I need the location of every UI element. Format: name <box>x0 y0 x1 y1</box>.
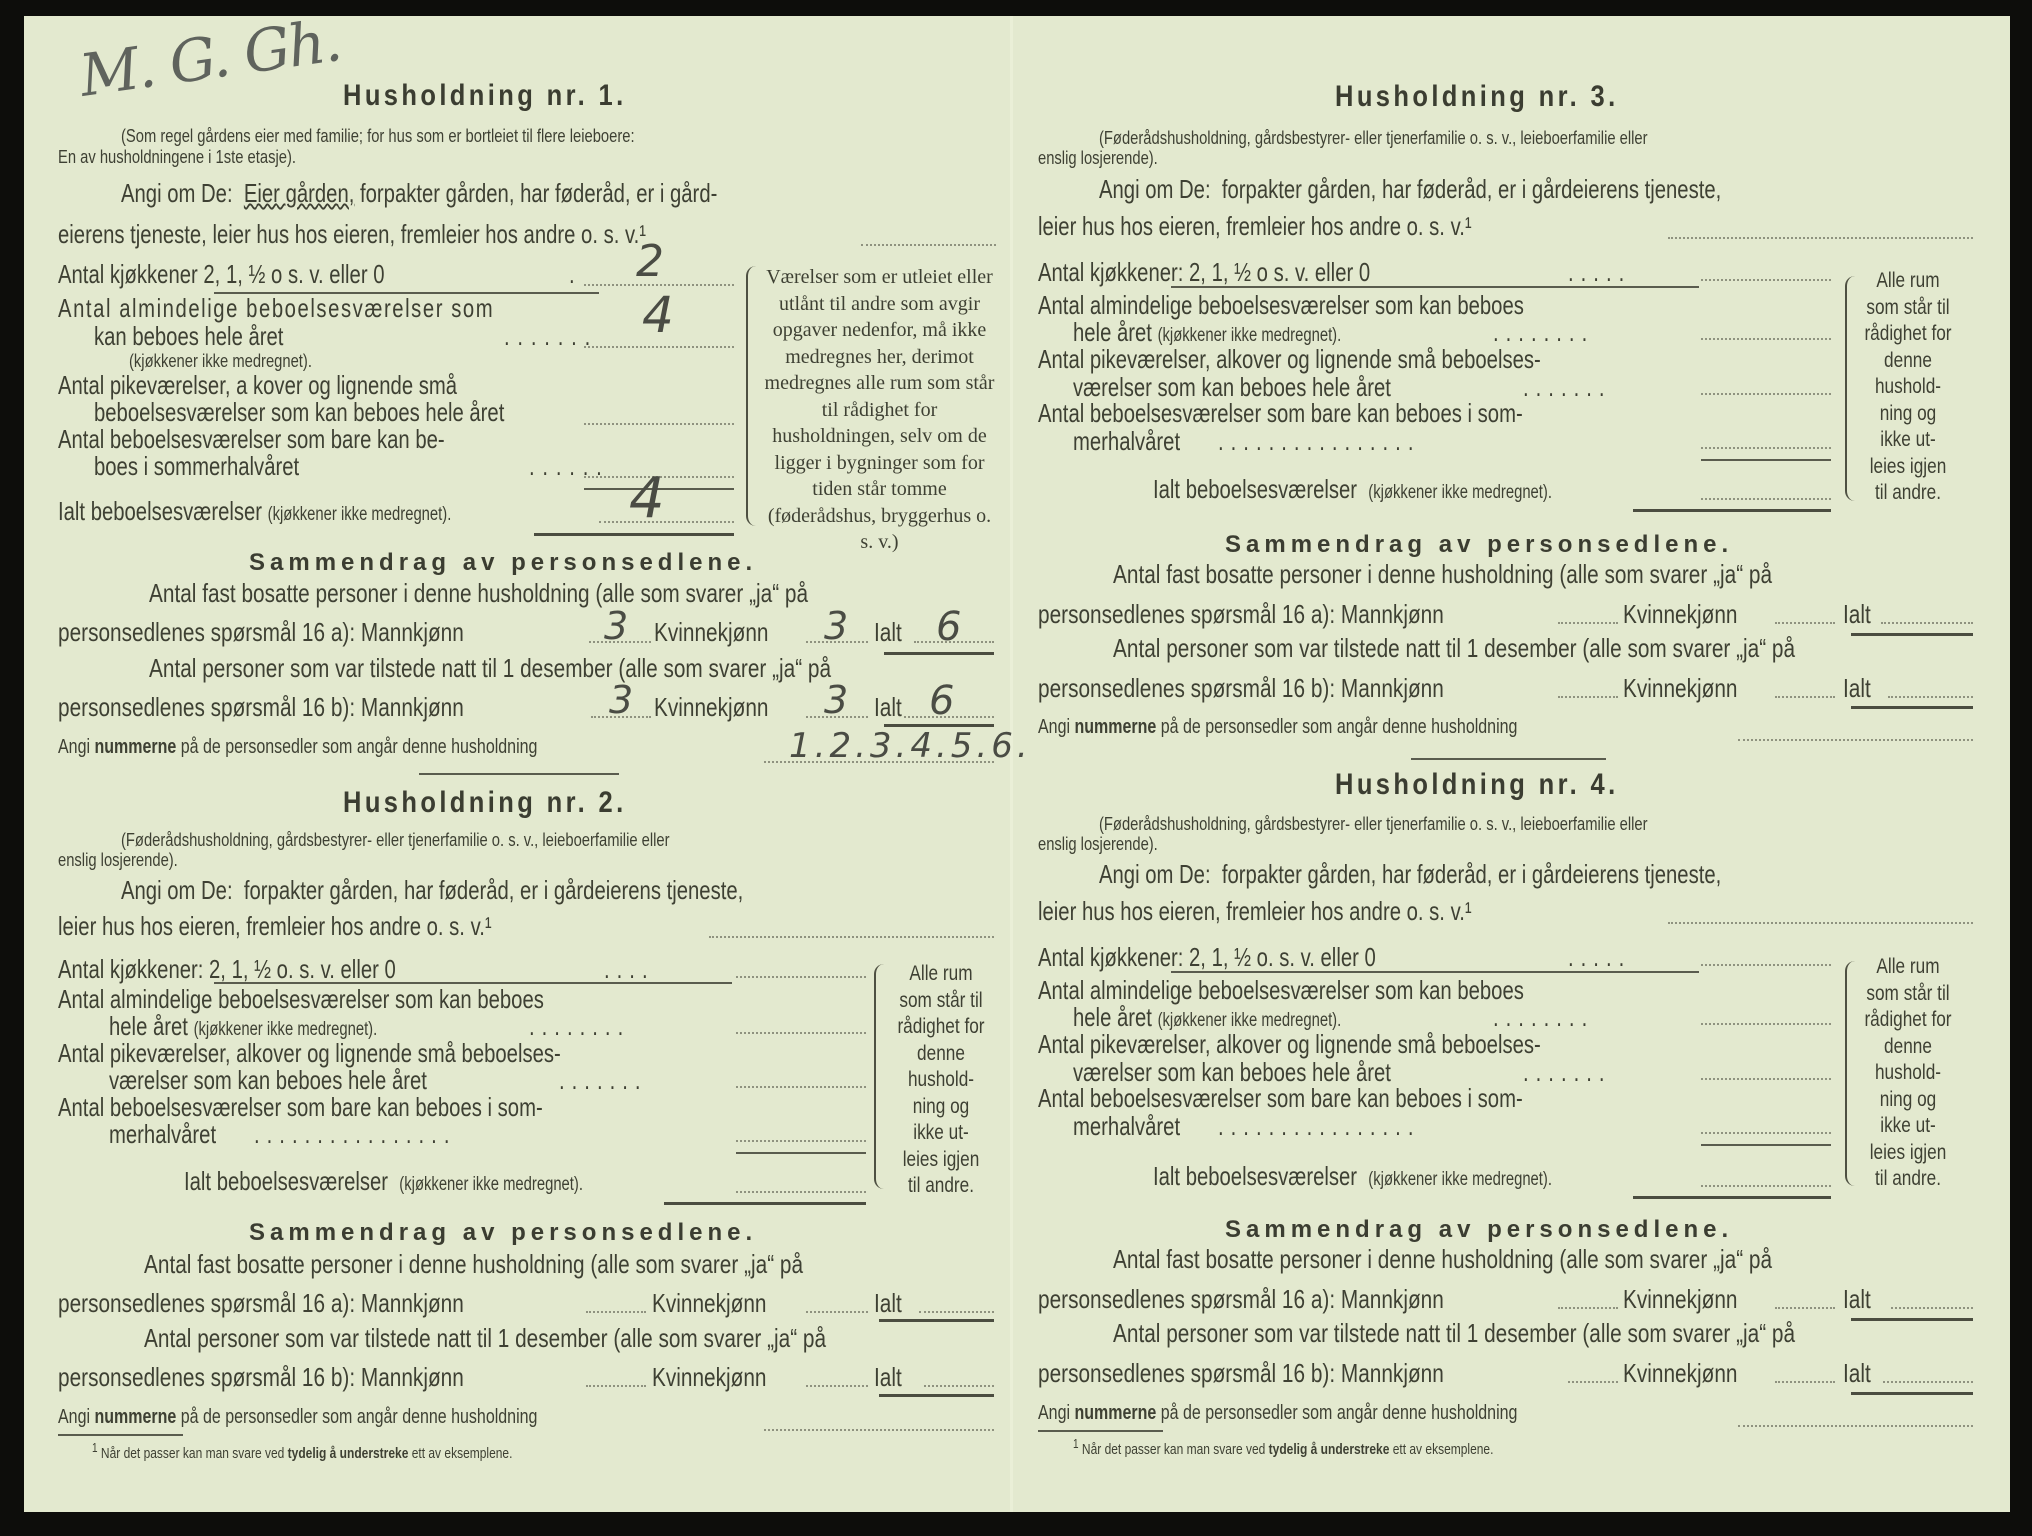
summary-title: Sammendrag av personsedlene. <box>249 1219 758 1246</box>
present-female-field[interactable] <box>1775 1381 1835 1383</box>
maid-rooms-field[interactable] <box>736 1086 866 1088</box>
summary-title: Sammendrag av personsedlene. <box>249 549 758 576</box>
present-line-2: personsedlenes spørsmål 16 b): Mannkjønn <box>1038 1358 1444 1388</box>
household-note-line2: enslig losjerende). <box>1038 148 1158 168</box>
household-title: Husholdning nr. 3. <box>1335 80 1619 113</box>
summer-rooms-field[interactable] <box>736 1140 866 1142</box>
resident-total-field[interactable] <box>919 1311 994 1313</box>
ordinary-rooms-label-2: hele året (kjøkkener ikke medregnet). <box>1073 317 1342 347</box>
numbers-field[interactable] <box>1738 739 1973 741</box>
ordinary-rooms-label-3: (kjøkkener ikke medregnet). <box>129 351 312 371</box>
kitchens-label: Antal kjøkkener: 2, 1, ½ o s. v. eller 0 <box>1038 257 1371 287</box>
resident-line-1: Antal fast bosatte personer i denne husholdning (alle som svarer „ja“ på <box>1113 1244 1773 1274</box>
household-note-line1: (Føderådshusholdning, gårdsbestyrer- eller tjenerfamilie o. s. v., leieboerfamilie eller <box>1099 128 1648 148</box>
angi-line2: leier hus hos eieren, fremleier hos andre o. s. v.¹ <box>1038 211 1472 241</box>
household-note-line1: (Føderådshusholdning, gårdsbestyrer- eller tjenerfamilie o. s. v., leieboerfamilie eller <box>121 830 670 850</box>
summer-rooms-field[interactable] <box>1701 447 1831 449</box>
total-label: Ialt <box>874 617 902 647</box>
summary-title: Sammendrag av personsedlene. <box>1225 1216 1734 1243</box>
rooms-instruction-note: Alle rum som står til rådighet for denne hushold-ning og ikke ut-leies igjen til andre. <box>1864 269 1952 504</box>
section-divider <box>419 773 619 775</box>
maid-rooms-label-2: beboelsesværelser som kan beboes hele året <box>94 397 505 427</box>
kitchens-field[interactable] <box>736 976 866 978</box>
maid-rooms-label-1: Antal pikeværelser, alkover og lignende små beboelses- <box>1038 344 1541 374</box>
maid-rooms-label-1: Antal pikeværelser, a kover og lignende små <box>58 370 458 400</box>
ordinary-rooms-field[interactable] <box>584 346 734 348</box>
present-male-field[interactable] <box>1558 696 1618 698</box>
present-male-field[interactable] <box>1568 1381 1618 1383</box>
total-rooms-field[interactable] <box>599 521 734 523</box>
present-female-value: 3 <box>824 678 849 722</box>
angi-option-owner-selected[interactable]: Eier gården, <box>243 178 355 208</box>
household-title: Husholdning nr. 1. <box>343 79 627 112</box>
rooms-instruction-note: Alle rum som står til rådighet for denne hushold-ning og ikke ut-leies igjen til andre. <box>1864 955 1952 1190</box>
present-line-1: Antal personer som var tilstede natt til 1 desember (alle som svarer „ja“ på <box>1113 1318 1796 1348</box>
kitchens-label: Antal kjøkkener: 2, 1, ½ o. s. v. eller 0 <box>1038 942 1376 972</box>
total-rooms-field[interactable] <box>736 1191 866 1193</box>
resident-line-2: personsedlenes spørsmål 16 a): Mannkjønn <box>1038 1284 1444 1314</box>
angi-line2: leier hus hos eieren, fremleier hos andre o. s. v.¹ <box>58 911 492 941</box>
household-note-line2: En av husholdningene i 1ste etasje). <box>58 147 296 167</box>
angi-answer-field[interactable] <box>1668 237 1973 239</box>
household-note-line1: (Som regel gårdens eier med familie; for hus som er bortleiet til flere leieboere: <box>121 126 635 146</box>
footnote: $^1$ Når det passer kan man svare ved tydelig å understreke ett av eksemplene. <box>1073 1437 1494 1458</box>
numbers-label: Angi nummerne på de personsedler som angår denne husholdning <box>58 1406 538 1428</box>
maid-rooms-label-2: værelser som kan beboes hele året <box>109 1065 427 1095</box>
resident-line-1: Antal fast bosatte personer i denne husholdning (alle som svarer „ja“ på <box>144 1249 804 1279</box>
maid-rooms-label-2: værelser som kan beboes hele året <box>1073 372 1391 402</box>
resident-line-2: personsedlenes spørsmål 16 a): Mannkjønn <box>58 1288 464 1318</box>
ordinary-rooms-field[interactable] <box>1701 338 1831 340</box>
female-label: Kvinnekjønn <box>654 617 769 647</box>
angi-line1 <box>121 178 717 209</box>
maid-rooms-field[interactable] <box>584 423 734 425</box>
right-page: Husholdning nr. 3. (Føderådshusholdning, gårdsbestyrer- eller tjenerfamilie o. s. v., leieboerfamilie eller enslig losjerende). Angi om De: forpakter gården, har føderåd, er i gårdeierens tjeneste, leier hus hos eieren, fremleier hos andre o. s. v.¹ Antal kjøkkener: 2, 1, ½ o s. v. eller 0 ..... Antal almindelige beboelsesværelser som kan beboes hele året (kjøkkener ikke medregnet). ........ Antal pikeværelser, alkover og lignende små beboelses- værelser som kan beboes hele året ....... Antal beboelsesværelser som bare kan beboes i som- merhalvåret ................ Ialt beboelsesværelser (kjøkkener ikke medregnet). Alle rum som står til rådighet for denne hushold-ning og ikke ut-leies igjen til andre. Sammendrag av personsedlene. Antal fast bosatte personer i denne husholdning (alle som svarer „ja“ på personsedlenes spørsmål 16 a): Mannkjønn Kvinnekjønn Ialt Antal personer som var tilstede natt til 1 desember (alle som svarer „ja“ på personsedlenes spørsmål 16 b): Mannkjønn Kvinnekjønn Ialt Angi nummerne på de personsedler som angår denne husholdning Husholdning nr. 4. (Føderådshusholdning, gårdsbestyrer- eller tjenerfamilie o. s. v., leieboerfamilie eller enslig losjerende). Angi om De: forpakter gården, har føderåd, er i gårdeierens tjeneste, leier hus hos eieren, fremleier hos andre o. s. v.¹ Antal kjøkkener: 2, 1, ½ o. s. v. eller 0 ..... Antal almindelige beboelsesværelser som kan beboes hele året (kjøkkener ikke medregnet). ........ Antal pikeværelser, alkover og lignende små beboelses- værelser som kan beboes hele året ....... Antal beboelsesværelser som bare kan beboes i som- merhalvåret ................ Ialt beboelsesværelser (kjøkkener ikke medregnet). Alle rum som står til rådighet for denne hushold-ning og ikke ut-leies igjen til andre. Sammendrag av personsedlene. Antal fast bosatte personer i denne husholdning (alle som svarer „ja“ på personsedlenes spørsmål 16 a): Mannkjønn Kvinnekjønn Ialt Antal personer som var tilstede natt til 1 desember (alle som svarer „ja“ på personsedlenes spørsmål 16 b): Mannkjønn Kvinnekjønn Ialt Angi nummerne på de personsedler som angår denne husholdning $^1$ Når det passer kan man svare ved tydelig å understreke ett av eksemplene. <box>1013 16 2010 1512</box>
resident-female-value: 3 <box>824 604 849 648</box>
numbers-label: Angi nummerne på de personsedler som angår denne husholdning <box>1038 716 1518 738</box>
present-line-1: Antal personer som var tilstede natt til 1 desember (alle som svarer „ja“ på <box>1113 633 1796 663</box>
ordinary-rooms-label-2: kan beboes hele året <box>94 321 284 351</box>
summer-rooms-label-1: Antal beboelsesværelser som bare kan beboes i som- <box>1038 398 1523 428</box>
resident-female-field[interactable] <box>1775 1307 1835 1309</box>
footnote: $^1$ Når det passer kan man svare ved tydelig å understreke ett av eksemplene. <box>92 1441 513 1462</box>
total-rooms-field[interactable] <box>1701 498 1831 500</box>
total-rooms-label: Ialt beboelsesværelser (kjøkkener ikke medregnet). <box>1153 474 1552 504</box>
numbers-field[interactable] <box>1738 1425 1973 1427</box>
ordinary-rooms-label-2: hele året (kjøkkener ikke medregnet). <box>109 1011 378 1041</box>
total-rooms-label: Ialt beboelsesværelser (kjøkkener ikke medregnet). <box>58 496 452 526</box>
brace <box>1845 276 1857 501</box>
brace <box>874 964 886 1189</box>
angi-answer-field[interactable] <box>861 244 996 246</box>
present-line-2: personsedlenes spørsmål 16 b): Mannkjønn <box>1038 673 1444 703</box>
maid-rooms-label-1: Antal pikeværelser, alkover og lignende små beboelses- <box>58 1038 561 1068</box>
summer-rooms-label-2: merhalvåret <box>1073 426 1181 456</box>
left-page: M. G. Gh. Husholdning nr. 1. (Som regel gårdens eier med familie; for hus som er bortleiet til flere leieboere: En av husholdningene i 1ste etasje). Angi om De: Eier gården, forpakter gården, har føderåd, er i gård- eierens tjeneste, leier hus hos eieren, fremleier hos andre o. s. v.¹ Antal kjøkkener 2, 1, ½ o s. v. eller 0 . 2 Antal almindelige beboelsesværelser som kan beboes hele året ....... 4 (kjøkkener ikke medregnet). Antal pikeværelser, a kover og lignende små beboelsesværelser som kan beboes hele året Antal beboelsesværelser som bare kan be- boes i sommerhalvåret ...... Ialt beboelsesværelser (kjøkkener ikke medregnet). 4 Værelser som er utleiet eller utlånt til andre som avgir opgaver nedenfor, må ikke medregnes her, derimot medregnes alle rum som står til rådighet for husholdningen, selv om de ligger i bygninger som for tiden står tomme (føderådshus, bryggerhus o. s. v.) Sammendrag av personsedlene. Antal fast bosatte personer i denne husholdning (alle som svarer „ja“ på personsedlenes spørsmål 16 a): Mannkjønn 3 Kvinnekjønn 3 Ialt 6 Antal personer som var tilstede natt til 1 desember (alle som svarer „ja“ på personsedlenes spørsmål 16 b): Mannkjønn 3 Kvinnekjønn 3 Ialt 6 Angi nummerne på de personsedler som angår denne husholdning 1.2.3.4.5.6. Husholdning nr. 2. (Føderådshusholdning, gårdsbestyrer- eller tjenerfamilie o. s. v., leieboerfamilie eller enslig losjerende). Angi om De: forpakter gården, har føderåd, er i gårdeierens tjeneste, leier hus hos eieren, fremleier hos andre o. s. v.¹ Antal kjøkkener: 2, 1, ½ o. s. v. eller 0 .... Antal almindelige beboelsesværelser som kan beboes hele året (kjøkkener ikke medregnet). ........ Antal pikeværelser, alkover og lignende små beboelses- værelser som kan beboes hele året ....... Antal beboelsesværelser som bare kan beboes i som- merhalvåret ................ Ialt beboelsesværelser (kjøkkener ikke medregnet). Alle rum som står til rådighet for denne hushold-ning og ikke ut-leies igjen til andre. Sammendrag av personsedlene. Antal fast bosatte personer i denne husholdning (alle som svarer „ja“ på personsedlenes spørsmål 16 a): Mannkjønn Kvinnekjønn Ialt Antal personer som var tilstede natt til 1 desember (alle som svarer „ja“ på personsedlenes spørsmål 16 b): Mannkjønn Kvinnekjønn Ialt Angi nummerne på de personsedler som angår denne husholdning $^1$ Når det passer kan man svare ved tydelig å understreke ett av eksemplene. <box>58 6 1032 1462</box>
resident-total-field[interactable] <box>1881 622 1973 624</box>
total-rooms-field[interactable] <box>1701 1185 1831 1187</box>
maid-rooms-label-1: Antal pikeværelser, alkover og lignende små beboelses- <box>1038 1029 1541 1059</box>
present-female-field[interactable] <box>806 1385 868 1387</box>
angi-line1: Angi om De: forpakter gården, har føderåd, er i gårdeierens tjeneste, <box>121 875 744 905</box>
household-note-line2: enslig losjerende). <box>1038 834 1158 854</box>
resident-male-value: 3 <box>604 604 629 648</box>
summer-rooms-label-1: Antal beboelsesværelser som bare kan beboes i som- <box>1038 1083 1523 1113</box>
angi-answer-field[interactable] <box>709 936 994 938</box>
ordinary-rooms-value: 4 <box>642 286 674 344</box>
summer-rooms-label-2: merhalvåret <box>109 1119 217 1149</box>
kitchens-label: Antal kjøkkener 2, 1, ½ o s. v. eller 0 <box>58 259 385 289</box>
ordinary-rooms-label-1: Antal almindelige beboelsesværelser som <box>58 293 495 323</box>
angi-options: forpakter gården, har føderåd, er i gård- <box>360 178 718 208</box>
ordinary-rooms-label-1: Antal almindelige beboelsesværelser som kan beboes <box>1038 975 1524 1005</box>
total-rooms-value: 4 <box>629 466 665 531</box>
resident-female-field[interactable] <box>806 1311 868 1313</box>
household-title: Husholdning nr. 2. <box>343 786 627 819</box>
resident-line-2: personsedlenes spørsmål 16 a): Mannkjønn <box>58 617 464 647</box>
resident-male-field[interactable] <box>586 1311 646 1313</box>
resident-male-field[interactable] <box>1558 1307 1618 1309</box>
resident-line-1: Antal fast bosatte personer i denne husholdning (alle som svarer „ja“ på <box>149 578 809 608</box>
summary-title: Sammendrag av personsedlene. <box>1225 531 1734 558</box>
resident-male-field[interactable] <box>1558 622 1618 624</box>
kitchens-field[interactable] <box>1701 279 1831 281</box>
numbers-field[interactable] <box>764 1429 994 1431</box>
angi-line1: Angi om De: forpakter gården, har føderåd, er i gårdeierens tjeneste, <box>1099 174 1722 204</box>
kitchens-label: Antal kjøkkener: 2, 1, ½ o. s. v. eller 0 <box>58 954 396 984</box>
resident-female-field[interactable] <box>1775 622 1835 624</box>
angi-line2: eierens tjeneste, leier hus hos eieren, fremleier hos andre o. s. v.¹ <box>58 219 647 249</box>
ordinary-rooms-label-1: Antal almindelige beboelsesværelser som kan beboes <box>1038 290 1524 320</box>
maid-rooms-field[interactable] <box>1701 1078 1831 1080</box>
brace <box>746 266 758 526</box>
angi-answer-field[interactable] <box>1668 922 1973 924</box>
numbers-label: Angi nummerne på de personsedler som angår denne husholdning <box>58 736 538 758</box>
present-line-2: personsedlenes spørsmål 16 b): Mannkjønn <box>58 692 464 722</box>
resident-total-field[interactable] <box>1891 1307 1973 1309</box>
present-total-field[interactable] <box>924 1385 994 1387</box>
kitchens-value: 2 <box>636 236 664 287</box>
present-total-field[interactable] <box>1888 696 1973 698</box>
ordinary-rooms-field[interactable] <box>1701 1023 1831 1025</box>
numbers-label: Angi nummerne på de personsedler som angår denne husholdning <box>1038 1402 1518 1424</box>
total-rooms-label: Ialt beboelsesværelser (kjøkkener ikke medregnet). <box>1153 1161 1552 1191</box>
angi-line1: Angi om De: forpakter gården, har føderåd, er i gårdeierens tjeneste, <box>1099 859 1722 889</box>
present-total-field[interactable] <box>1883 1381 1973 1383</box>
summer-rooms-label-1: Antal beboelsesværelser som bare kan beboes i som- <box>58 1092 543 1122</box>
maid-rooms-field[interactable] <box>1701 393 1831 395</box>
total-rooms-label: Ialt beboelsesværelser (kjøkkener ikke medregnet). <box>184 1166 583 1196</box>
summer-rooms-label-1: Antal beboelsesværelser som bare kan be- <box>58 424 445 454</box>
present-line-2: personsedlenes spørsmål 16 b): Mannkjønn <box>58 1362 464 1392</box>
present-line-1: Antal personer som var tilstede natt til 1 desember (alle som svarer „ja“ på <box>149 653 832 683</box>
numbers-value: 1.2.3.4.5.6. <box>789 726 1032 766</box>
kitchens-field[interactable] <box>1701 964 1831 966</box>
resident-line-1: Antal fast bosatte personer i denne husholdning (alle som svarer „ja“ på <box>1113 559 1773 589</box>
pencil-annotation: M. G. Gh. <box>75 6 344 110</box>
household-title: Husholdning nr. 4. <box>1335 768 1619 801</box>
resident-total-value: 6 <box>936 604 962 650</box>
ordinary-rooms-label-2: hele året (kjøkkener ikke medregnet). <box>1073 1002 1342 1032</box>
rooms-instruction-note: Alle rum som står til rådighet for denne hushold-ning og ikke ut-leies igjen til andre. <box>897 962 985 1197</box>
present-male-field[interactable] <box>586 1385 646 1387</box>
angi-label: Angi om De: <box>121 178 233 208</box>
ordinary-rooms-label-1: Antal almindelige beboelsesværelser som kan beboes <box>58 984 544 1014</box>
household-note-line1: (Føderådshusholdning, gårdsbestyrer- eller tjenerfamilie o. s. v., leieboerfamilie eller <box>1099 814 1648 834</box>
present-line-1: Antal personer som var tilstede natt til 1 desember (alle som svarer „ja“ på <box>144 1323 827 1353</box>
maid-rooms-label-2: værelser som kan beboes hele året <box>1073 1057 1391 1087</box>
rooms-instruction-note: Værelser som er utleiet eller utlånt til andre som avgir opgaver nedenfor, må ikke medregnes her, derimot medregnes alle rum som står til rådighet for husholdningen, selv om de ligger i bygninger som for tiden står tomme (føderådshus, bryggerhus o. s. v.) <box>764 266 995 553</box>
section-divider <box>1411 758 1606 760</box>
present-male-value: 3 <box>609 678 634 722</box>
ordinary-rooms-field[interactable] <box>736 1032 866 1034</box>
present-total-value: 6 <box>929 678 955 724</box>
present-female-field[interactable] <box>1775 696 1835 698</box>
angi-line2: leier hus hos eieren, fremleier hos andre o. s. v.¹ <box>1038 896 1472 926</box>
summer-rooms-label-2: merhalvåret <box>1073 1111 1181 1141</box>
household-note-line2: enslig losjerende). <box>58 850 178 870</box>
summer-rooms-field[interactable] <box>1701 1132 1831 1134</box>
resident-line-2: personsedlenes spørsmål 16 a): Mannkjønn <box>1038 599 1444 629</box>
brace <box>1845 961 1857 1186</box>
summer-rooms-label-2: boes i sommerhalvåret <box>94 451 300 481</box>
